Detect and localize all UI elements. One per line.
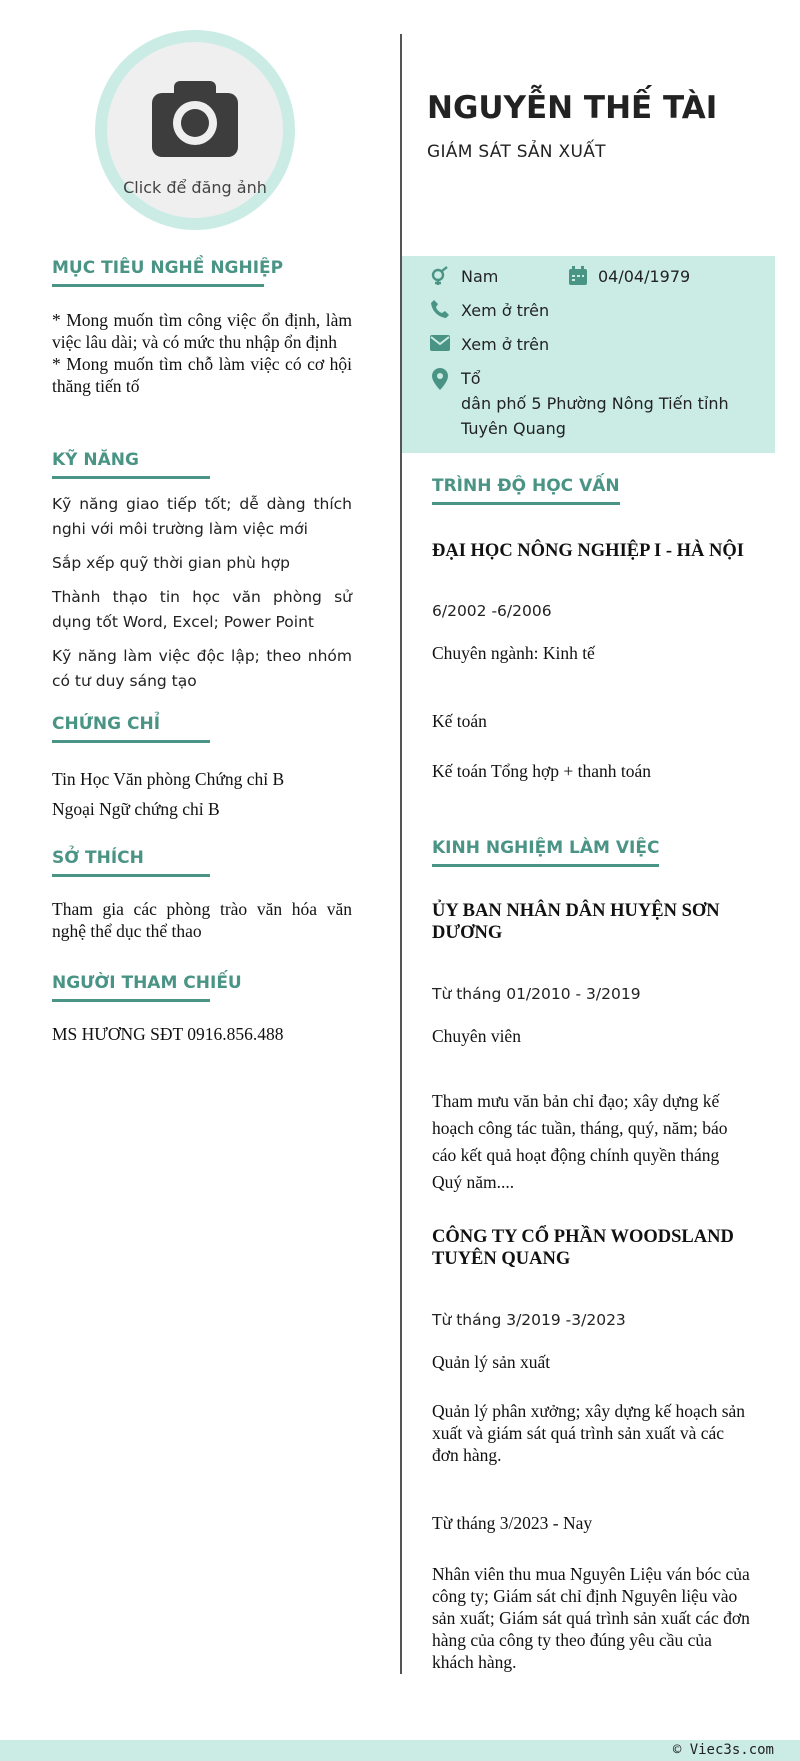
hobbies-title: SỞ THÍCH bbox=[52, 848, 210, 877]
job-description: Nhân viên thu mua Nguyên Liệu ván bóc của công ty; Giám sát chỉ định Nguyên liệu vào sản xuất; Giám sát quá trình sản xuất các đơn hàng của công ty theo đúng yêu cầu của khách hàng. bbox=[432, 1564, 750, 1672]
gender-icon bbox=[430, 266, 450, 286]
skills-title: KỸ NĂNG bbox=[52, 450, 210, 479]
job-company: CÔNG TY CỔ PHẦN WOODSLAND TUYÊN QUANG bbox=[432, 1227, 734, 1269]
skill-item: Kỹ năng giao tiếp tốt; dễ dàng thích nghi với môi trường làm việc mới bbox=[52, 495, 352, 538]
certificates-list bbox=[52, 764, 352, 824]
job-position: Chuyên viên bbox=[432, 1026, 521, 1046]
education-field: Kế toán bbox=[432, 711, 487, 731]
job-period: Từ tháng 01/2010 - 3/2019 bbox=[432, 985, 641, 1003]
gender-value: Nam bbox=[461, 267, 499, 286]
certificate-item: Ngoại Ngữ chứng chỉ B bbox=[52, 799, 220, 819]
education-detail: Kế toán Tổng hợp + thanh toán bbox=[432, 761, 652, 781]
calendar-icon bbox=[568, 266, 588, 286]
phone-icon bbox=[430, 299, 450, 319]
footer bbox=[0, 1740, 800, 1761]
skill-item: Kỹ năng làm việc độc lập; theo nhóm có tư duy sáng tạo bbox=[52, 647, 352, 690]
address-line-1: Tổ bbox=[461, 369, 481, 388]
email-value: Xem ở trên bbox=[461, 335, 550, 354]
job-description: Quản lý phân xưởng; xây dựng kế hoạch sản xuất và giám sát quá trình sản xuất và các đơn hàng. bbox=[432, 1401, 746, 1465]
hobbies-text: Tham gia các phòng trào văn hóa văn nghệ thể dục thể thao bbox=[52, 899, 352, 941]
location-pin-icon bbox=[432, 368, 448, 390]
address-line-2: dân phố 5 Phường Nông Tiến tỉnh bbox=[461, 394, 729, 413]
photo-upload[interactable] bbox=[95, 30, 295, 230]
references-title: NGƯỜI THAM CHIẾU bbox=[52, 973, 210, 1002]
skill-item: Sắp xếp quỹ thời gian phù hợp bbox=[52, 554, 290, 572]
education-school: ĐẠI HỌC NÔNG NGHIỆP I - HÀ NỘI bbox=[432, 541, 744, 561]
skills-list bbox=[52, 492, 352, 694]
objective-line-1: * Mong muốn tìm công việc ổn định, làm việc lâu dài; và có mức thu nhập ổn định bbox=[52, 310, 352, 352]
education-period: 6/2002 -6/2006 bbox=[432, 602, 552, 620]
references-text: MS HƯƠNG SĐT 0916.856.488 bbox=[52, 1024, 284, 1044]
certificate-item: Tin Học Văn phòng Chứng chỉ B bbox=[52, 769, 285, 789]
objective-line-2: * Mong muốn tìm chỗ làm việc có cơ hội thăng tiến tố bbox=[52, 354, 352, 396]
objective-title: MỤC TIÊU NGHỀ NGHIỆP bbox=[52, 258, 264, 287]
job-period: Từ tháng 3/2023 - Nay bbox=[432, 1513, 593, 1533]
skill-item: Thành thạo tin học văn phòng sử dụng tốt Word, Excel; Power Point bbox=[52, 588, 352, 631]
experience-title: KINH NGHIỆM LÀM VIỆC bbox=[432, 838, 659, 867]
contact-box bbox=[402, 256, 775, 453]
phone-value: Xem ở trên bbox=[461, 301, 550, 320]
objective-text bbox=[52, 309, 352, 397]
camera-icon bbox=[152, 77, 238, 171]
address-line-3: Tuyên Quang bbox=[461, 419, 566, 438]
photo-label: Click để đăng ảnh bbox=[123, 178, 267, 197]
candidate-name: NGUYỄN THẾ TÀI bbox=[427, 90, 718, 126]
candidate-role: GIÁM SÁT SẢN XUẤT bbox=[427, 142, 606, 162]
job-position: Quản lý sản xuất bbox=[432, 1352, 551, 1372]
dob-value: 04/04/1979 bbox=[598, 267, 691, 286]
job-company: ỦY BAN NHÂN DÂN HUYỆN SƠN DƯƠNG bbox=[432, 901, 720, 943]
education-title: TRÌNH ĐỘ HỌC VẤN bbox=[432, 476, 620, 505]
job-period: Từ tháng 3/2019 -3/2023 bbox=[432, 1311, 626, 1329]
education-major: Chuyên ngành: Kinh tế bbox=[432, 643, 595, 663]
job-description: Tham mưu văn bản chỉ đạo; xây dựng kế hoạch công tác tuần, tháng, quý, năm; báo cáo kết quả hoạt động chính quyền tháng Quý năm.... bbox=[432, 1091, 728, 1192]
email-icon bbox=[430, 334, 450, 352]
certificates-title: CHỨNG CHỈ bbox=[52, 714, 210, 743]
footer-credit: © Viec3s.com bbox=[672, 1742, 774, 1758]
